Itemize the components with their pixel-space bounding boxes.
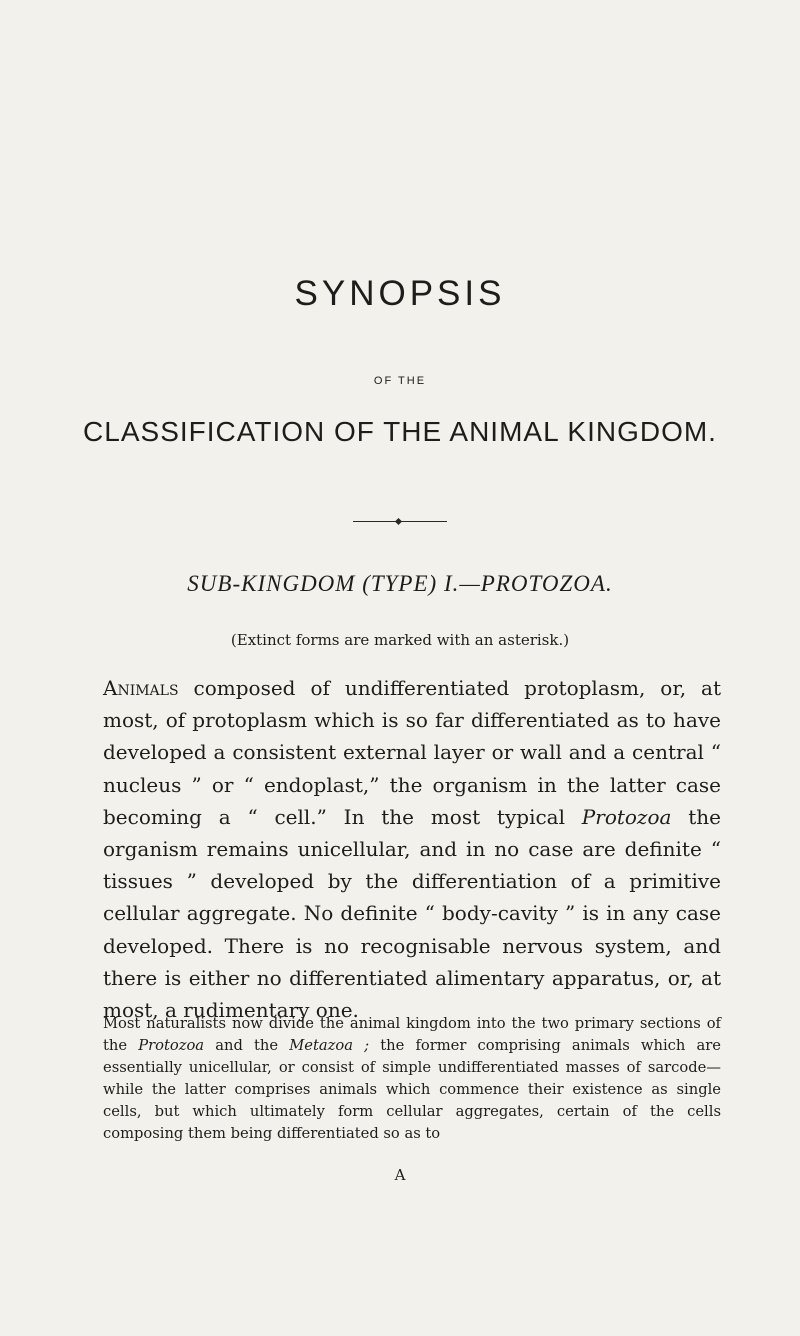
- small-text-1: Most naturalists now divide the animal kingdom into the two primary sections of the: [103, 1015, 721, 1054]
- small-italic-metazoa: Metazoa ;: [289, 1037, 370, 1054]
- signature-mark: A: [394, 1166, 406, 1184]
- small-italic-protozoa: Protozoa: [138, 1037, 205, 1054]
- page-title: SYNOPSIS: [294, 274, 506, 313]
- page-subtitle: CLASSIFICATION OF THE ANIMAL KINGDOM.: [83, 416, 717, 447]
- extinct-forms-note: (Extinct forms are marked with an asterisk.): [230, 631, 570, 649]
- small-text-3: the former comprising animals which are essentially unicellular, or consist of simple undifferentiated masses of sarcode—while the latter comprises animals which commence their existence as single cells, but which ultimately form cellular aggregates, certain of the cells composing them being differentiated so as to: [103, 1037, 721, 1142]
- main-italic-protozoa: Protozoa: [581, 804, 672, 829]
- ornamental-rule: [353, 519, 447, 525]
- main-text-2: the organism remains unicellular, and in no case are definite “ tissues ” developed by the differentiation of a primitive cellular aggregate. No definite “ body-cavity ” is in any case developed. There is no recognisable nervous system, and there is either no differentiated alimentary apparatus, or, at most, a rudimentary one.: [103, 804, 721, 1023]
- small-text-2: and the: [204, 1037, 290, 1054]
- lead-word: Animals: [103, 676, 179, 700]
- main-paragraph: [103, 672, 721, 1026]
- small-paragraph: [103, 1013, 721, 1145]
- title-connector: OF THE: [373, 375, 427, 387]
- rule-diamond-icon: [395, 518, 402, 525]
- section-heading: SUB-KINGDOM (TYPE) I.—PROTOZOA.: [187, 571, 613, 596]
- main-text-1: composed of undifferentiated protoplasm, or, at most, of protoplasm which is so far differentiated as to have developed a consistent external layer or wall and a central “ nucleus ” or “ endoplast,” the organism in the latter case becoming a “ cell.” In the most typical: [103, 676, 721, 829]
